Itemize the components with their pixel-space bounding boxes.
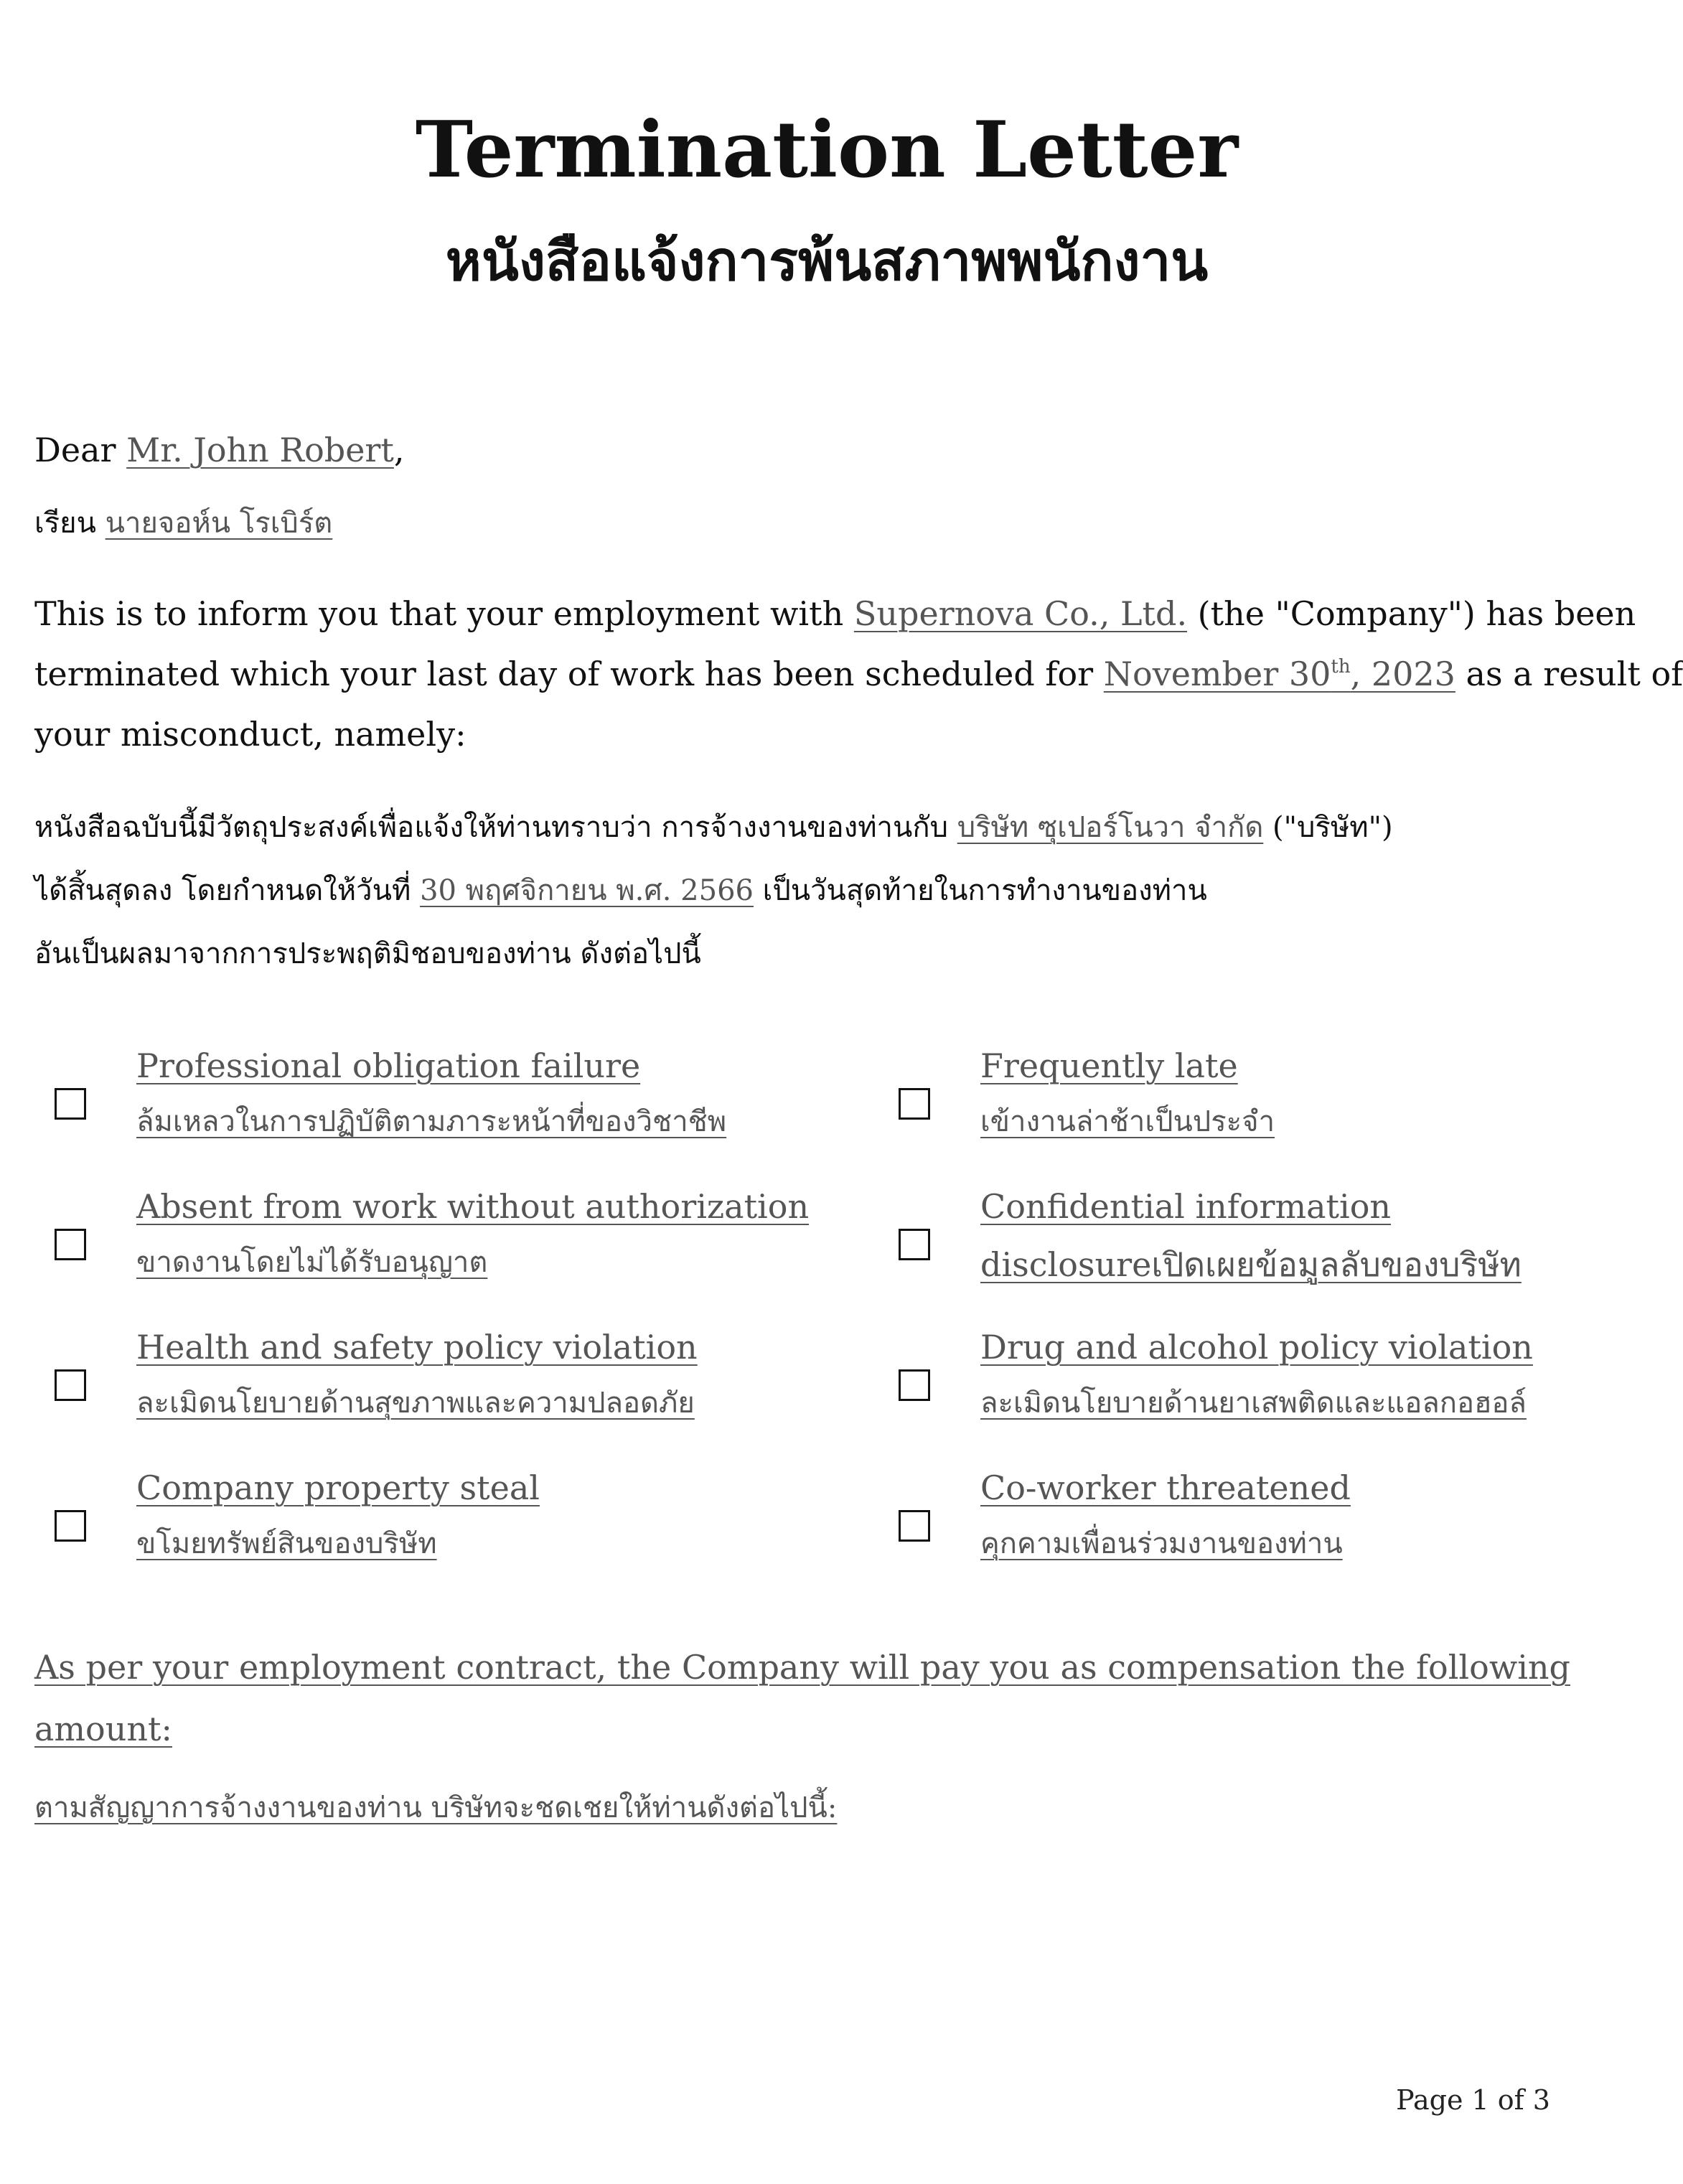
reason-label-thai: คุกคามเพื่อนร่วมงานของท่าน <box>980 1527 1343 1560</box>
intro-thai-line-3: อันเป็นผลมาจากการประพฤติมิชอบของท่าน ดังต่อไปนี้ <box>34 937 701 970</box>
title-thai: หนังสือแจ้งการพ้นสภาพพนักงาน <box>445 229 1209 293</box>
intro-text: as a result of <box>1455 655 1683 693</box>
intro-text: This is to inform you that your employment with <box>34 594 854 633</box>
salutation-prefix-thai: เรียน <box>34 507 106 540</box>
reason-label-drug-alcohol: Drug and alcohol policy violation <box>980 1328 1533 1367</box>
intro-thai-line-2 <box>34 867 1207 913</box>
reason-label-confidential-disclosure: Confidential information <box>980 1187 1392 1226</box>
reason-label-coworker-threatened: Co-worker threatened <box>980 1468 1351 1507</box>
intro-text-thai: ได้สิ้นสุดลง โดยกำหนดให้วันที่ <box>34 874 421 907</box>
reason-label-thai: ขาดงานโดยไม่ได้รับอนุญาต <box>136 1246 488 1279</box>
reason-checkbox-professional-obligation[interactable] <box>55 1088 86 1120</box>
employee-name-english[interactable]: Mr. John Robert <box>126 431 394 469</box>
intro-thai-line-1 <box>34 804 1393 850</box>
title-english: Termination Letter <box>415 105 1239 195</box>
salutation-comma: , <box>393 431 405 469</box>
compensation-thai: ตามสัญญาการจ้างงานของท่าน บริษัทจะชดเชยให้ท่านดังต่อไปนี้: <box>34 1791 838 1824</box>
intro-text-thai: เป็นวันสุดท้ายในการทำงานของท่าน <box>753 874 1207 907</box>
reason-label-thai: ขโมยทรัพย์สินของบริษัท <box>136 1527 437 1560</box>
intro-text: terminated which your last day of work has been scheduled for <box>34 655 1104 693</box>
intro-text-thai: หนังสือฉบับนี้มีวัตถุประสงค์เพื่อแจ้งให้ท่านทราบว่า การจ้างงานของท่านกับ <box>34 811 957 844</box>
reason-label-professional-obligation: Professional obligation failure <box>136 1046 641 1085</box>
intro-english-line-1 <box>34 594 1636 633</box>
compensation-english: As per your employment contract, the Company will pay you as compensation the following amount: <box>34 1648 1570 1748</box>
reason-checkbox-frequently-late[interactable] <box>899 1088 930 1120</box>
salutation-thai <box>34 500 332 545</box>
reason-label-absent-without-authorization: Absent from work without authorization <box>136 1187 810 1226</box>
intro-text: (the "Company") has been <box>1187 594 1636 633</box>
reason-label-frequently-late: Frequently late <box>980 1046 1238 1085</box>
date-year: , 2023 <box>1350 655 1455 693</box>
reason-checkbox-property-steal[interactable] <box>55 1510 86 1542</box>
reason-checkbox-coworker-threatened[interactable] <box>899 1510 930 1542</box>
reason-checkbox-absent-without-authorization[interactable] <box>55 1229 86 1260</box>
reason-checkbox-confidential-disclosure[interactable] <box>899 1229 930 1260</box>
employee-name-thai[interactable]: นายจอห์น โรเบิร์ต <box>105 507 333 540</box>
reason-label-property-steal: Company property steal <box>136 1468 540 1507</box>
salutation-english <box>34 431 405 469</box>
company-name-english[interactable]: Supernova Co., Ltd. <box>853 594 1188 633</box>
date-month-day: November 30 <box>1103 655 1331 693</box>
last-day-date-english[interactable] <box>1104 655 1455 693</box>
intro-text-thai: ("บริษัท") <box>1263 811 1393 844</box>
page-number: Page 1 of 3 <box>1396 2084 1550 2116</box>
intro-english-line-2 <box>34 655 1683 693</box>
reason-label-confidential-disclosure-line-2: disclosureเปิดเผยข้อมูลลับของบริษัท <box>980 1245 1522 1284</box>
reason-label-thai: เข้างานล่าช้าเป็นประจำ <box>980 1105 1275 1138</box>
salutation-prefix: Dear <box>34 431 127 469</box>
reason-label-thai: ละเมิดนโยบายด้านยาเสพติดและแอลกอฮอล์ <box>980 1387 1527 1420</box>
date-ordinal: th <box>1331 655 1351 678</box>
reason-checkbox-health-safety[interactable] <box>55 1369 86 1401</box>
reason-label-thai: ล้มเหลวในการปฏิบัติตามภาระหน้าที่ของวิชาชีพ <box>136 1105 727 1138</box>
reason-label-thai: ละเมิดนโยบายด้านสุขภาพและความปลอดภัย <box>136 1387 695 1420</box>
reason-checkbox-drug-alcohol[interactable] <box>899 1369 930 1401</box>
reason-label-health-safety: Health and safety policy violation <box>136 1328 698 1367</box>
company-name-thai[interactable]: บริษัท ซุเปอร์โนวา จำกัด <box>957 811 1264 844</box>
intro-english-line-3: your misconduct, namely: <box>34 715 467 754</box>
last-day-date-thai[interactable]: 30 พฤศจิกายน พ.ศ. 2566 <box>420 874 754 907</box>
